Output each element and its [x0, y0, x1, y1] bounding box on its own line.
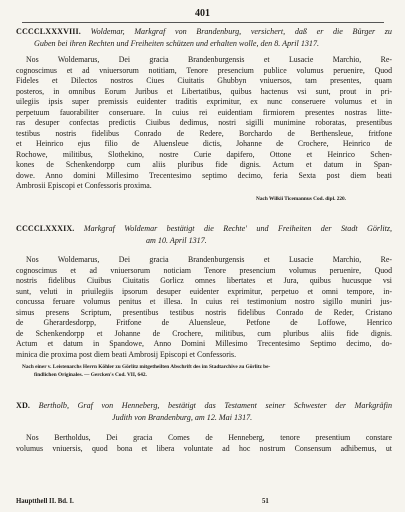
doc3-title-line1: Bertholb, Graf von Henneberg, bestätigt das Testament seiner Schwester der Markgräfin	[38, 401, 392, 410]
doc1-title-line2: Guben bei ihren Rechten und Freiheiten schützen und erhalten wolle, den 8. April 1317.	[34, 39, 320, 48]
doc3-number: XD.	[16, 401, 31, 410]
doc2-text-line: de Gherardesdorpp, Fritfone de Aluensleue, Petfone de Loffowe, Henrico	[16, 318, 392, 327]
doc1-text-line: uilegiis ipsis super premissis euidenter traditis exprimitur, ex nunc conseruere volumus et in	[16, 97, 392, 106]
doc3-text-line: Nos Bertholdus, Dei gracia Comes de Henneberg, tenore presentium constare	[26, 433, 392, 442]
page-number: 401	[195, 8, 210, 19]
doc1-text-line: ras desuper confectas predictis Ciuibus dedimus, nostri sigilli munimine roboratas, presentibus	[16, 118, 392, 127]
doc1-text-line: Ambrosii Episcopi et Confessoris proxima.	[16, 181, 152, 190]
doc1-title-line1: Woldemar, Markgraf von Brandenburg, versichert, daß er die Bürger zu	[90, 27, 392, 36]
doc2-text-line: sunt, veluti in priuilegiis ipsorum desuper euidenter exprimitur, perpetuo et omni tempore, in-	[16, 286, 392, 296]
doc1-text-line: Rochowe, militibus, Slothekino, nostre Curie dapifero, Ottone et Heinrico Schen-	[16, 149, 392, 159]
doc1-text-line: perpetuum fauorabiliter conseruare. In cuius rei euidentiam firmiorem presentes nostras litte-	[16, 107, 392, 117]
doc1-title-line2-wrap	[34, 38, 392, 49]
doc2-text-line: Nos Woldemarus, Dei gracia Brandenburgensis et Lusacie Marchio, Re-	[26, 255, 392, 264]
doc2-note-line1: Nach einer v. Leistenarchs Herrn Köhler zu Görlitz mitgetheilten Abschrift des im Stadtarchive zu Görlitz be-	[22, 364, 271, 370]
doc2-title-line1: Markgraf Woldemar bestätigt die Rechte' und Freiheiten der Stadt Görlitz,	[83, 224, 392, 233]
doc1-text-line: et Heinrico ejus filio de Aluensleue dictis, Johanne de Crochere, Heinrico de	[16, 139, 392, 148]
doc2-text-line: concussa feruare volumus penitus et illesa. In cuius rei testimonium nostro sigillo muniri jus-	[16, 297, 392, 306]
doc2-text-line: Actum et datum in Spandowe, Anno Domini Millesimo Trecentesimo Septimo decimo, do-	[16, 339, 392, 348]
doc2-title-line2-wrap	[146, 235, 346, 246]
doc1-number: CCCCLXXXVIII.	[16, 27, 81, 36]
footer-signature: Hauptthell II. Bd. I.	[16, 498, 74, 505]
doc2-text-line: simus presens Scriptum, presentibus testibus nostris fidelibus Conrado de Reder, Cristano	[16, 307, 392, 317]
doc1-source: Nach Wilkii Ticemannus Cod. dipl. 220.	[256, 196, 346, 202]
doc2-text-line: nostris fidelibus Ciuibus Ciuitatis Gorlicz omnes libertates et Jura, quibus hucusque vsi	[16, 276, 392, 285]
doc1-text-line: dowe. Anno domini Millesimo Trecentesimo septimo decimo, feria Sexta post diem beati	[16, 170, 392, 180]
doc3-title-line2: Judith von Brandenburg, am 12. Mai 1317.	[112, 413, 253, 422]
doc3-text-line: volumus vniuersis, quod bona et libera voluntate ad hoc nostrum Consensum adhibemus, ut	[16, 443, 392, 453]
doc3-title-line2-wrap	[112, 412, 372, 423]
doc1-text-line: Nos Woldemarus, Dei gracia Brandenburgensis et Lusacie Marchio, Re-	[26, 55, 392, 64]
header-rule	[22, 22, 384, 23]
doc1-text-line: kones de Schenkendorpp cum aliis pluribus fide dignis. Actum et datum in Span-	[16, 160, 392, 169]
doc2-title-line2: am 10. April 1317.	[146, 236, 207, 245]
doc2-number: CCCCLXXXIX.	[16, 224, 75, 233]
doc1-text-line: posteros, in omnibus Eorum Juribus et Libertatibus, quibus hactenus vsi sunt, prout in pri-	[16, 86, 392, 96]
doc2-text-line: de Schenkendorpp et Johanne de Crochere, militibus, cum pluribus aliis fide dignis.	[16, 328, 392, 338]
doc1-text-line: Fideles et Dilectos nostros Ciues Ciuitatis Ghubbyn vniuersos, tam presentes, quam	[16, 76, 392, 85]
footer-sheet-number: 51	[262, 498, 269, 505]
doc1-heading	[16, 26, 392, 37]
doc1-text-line: testibus nostris fidelibus Conrado de Redere, Borchardo de Berthensleue, fritfone	[16, 128, 392, 138]
doc2-heading	[16, 223, 392, 234]
doc3-heading	[16, 400, 392, 411]
doc1-text-line: cognoscimus et ad vniuersorum notitiam, Tenore presencium publice volumus peruenire, Quod	[16, 65, 392, 75]
doc2-text-line: cognoscimus et ad vniuersorum noticiam Tenore presencium volumus peruenire, Quod	[16, 265, 392, 275]
doc2-note-line2: findlichen Originales. — Gercken's Cod. VII, 642.	[34, 372, 147, 378]
doc2-text-line: minica die proxima post diem beati Ambrosij Episcopi et Confessoris.	[16, 349, 237, 359]
